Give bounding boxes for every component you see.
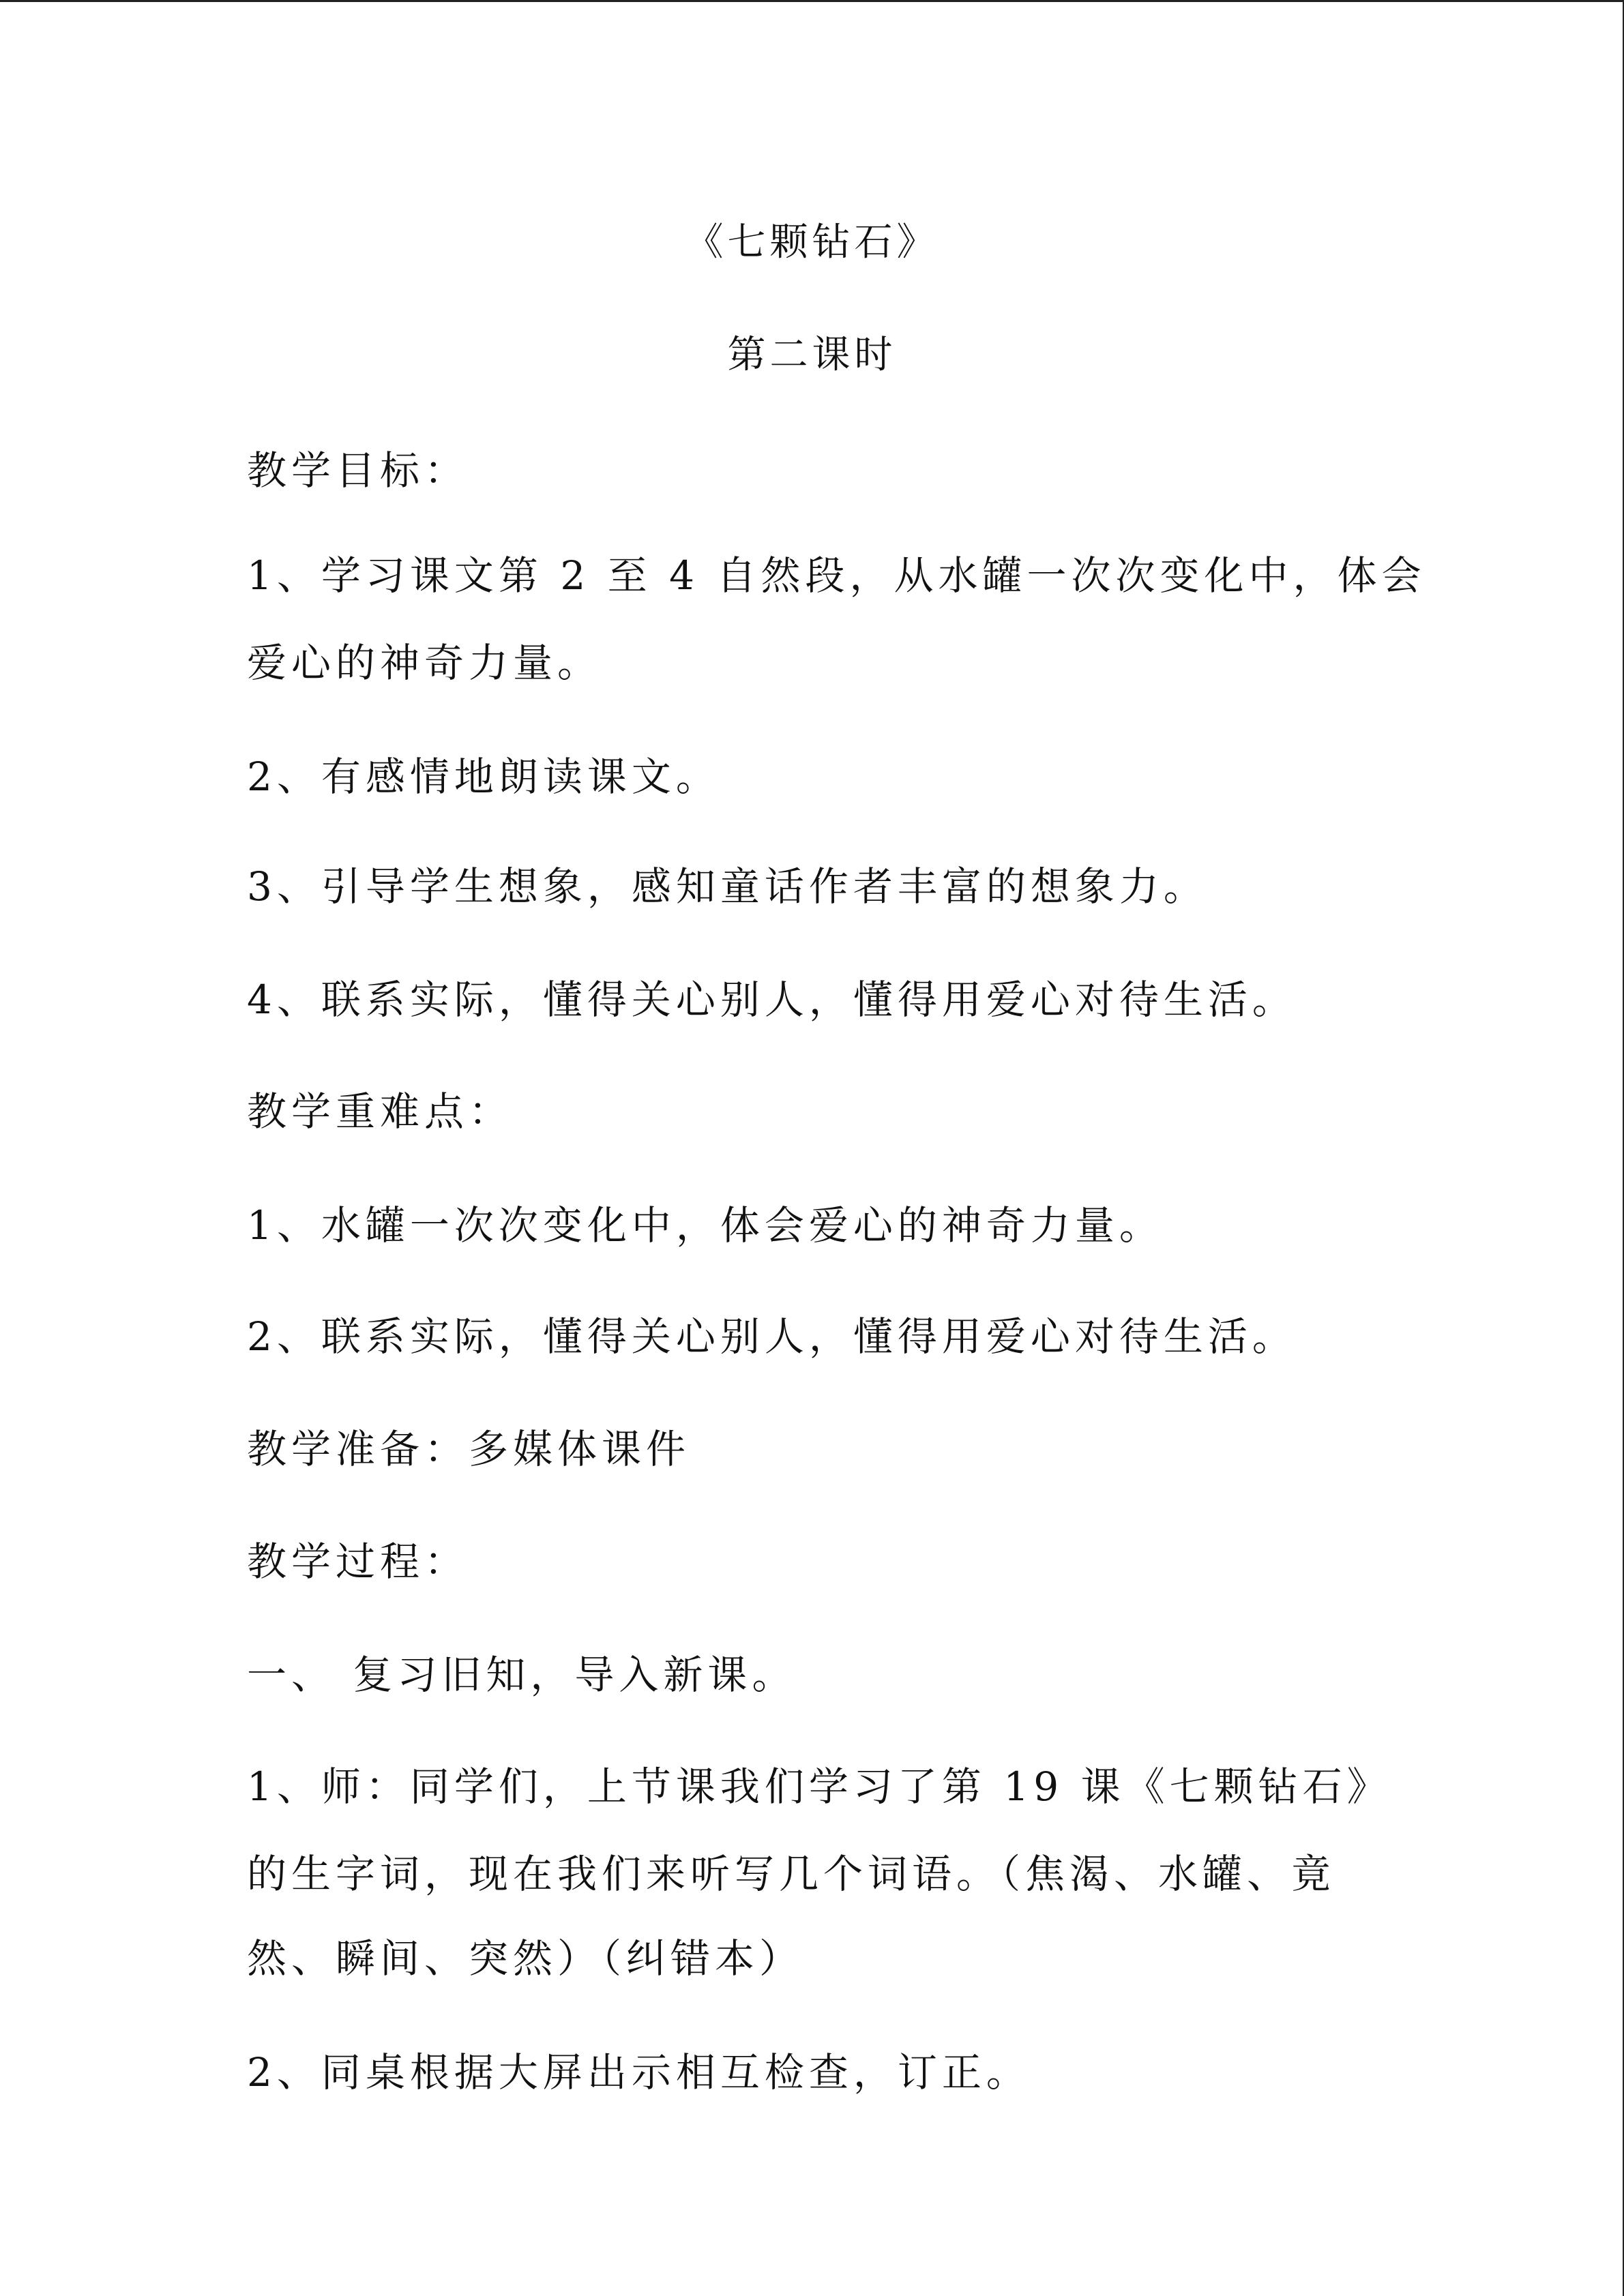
objective-4: 4、联系实际，懂得关心别人，懂得用爱心对待生活。 [247,976,1297,1023]
process-item-1-line-2: 的生字词，现在我们来听写几个词语。（焦渴、水罐、竟 [247,1851,1336,1897]
teaching-preparation: 教学准备：多媒体课件 [247,1426,691,1472]
process-item-1-line-1: 1、师：同学们，上节课我们学习了第 19 课《七颗钻石》 [247,1763,1391,1810]
objective-1-line-1: 1、学习课文第 2 至 4 自然段，从水罐一次次变化中，体会 [247,552,1426,599]
process-step-1-heading: 一、 复习旧知，导入新课。 [247,1652,797,1698]
key-point-1: 1、水罐一次次变化中，体会爱心的神奇力量。 [247,1202,1164,1249]
process-item-1-line-3: 然、瞬间、突然）（纠错本） [247,1935,804,1982]
objective-3: 3、引导学生想象，感知童话作者丰富的想象力。 [247,863,1208,910]
section-heading-objectives: 教学目标： [247,447,469,494]
section-heading-key-points: 教学重难点： [247,1088,514,1135]
objective-2: 2、有感情地朗读课文。 [247,754,720,800]
key-point-2: 2、联系实际，懂得关心别人，懂得用爱心对待生活。 [247,1313,1297,1360]
objective-1-line-2: 爱心的神奇力量。 [247,640,602,686]
document-title: 《七颗钻石》 [685,220,939,265]
document-subtitle: 第二课时 [727,333,897,377]
process-item-2: 2、同桌根据大屏出示相互检查，订正。 [247,2049,1031,2096]
section-heading-process: 教学过程： [247,1538,469,1585]
